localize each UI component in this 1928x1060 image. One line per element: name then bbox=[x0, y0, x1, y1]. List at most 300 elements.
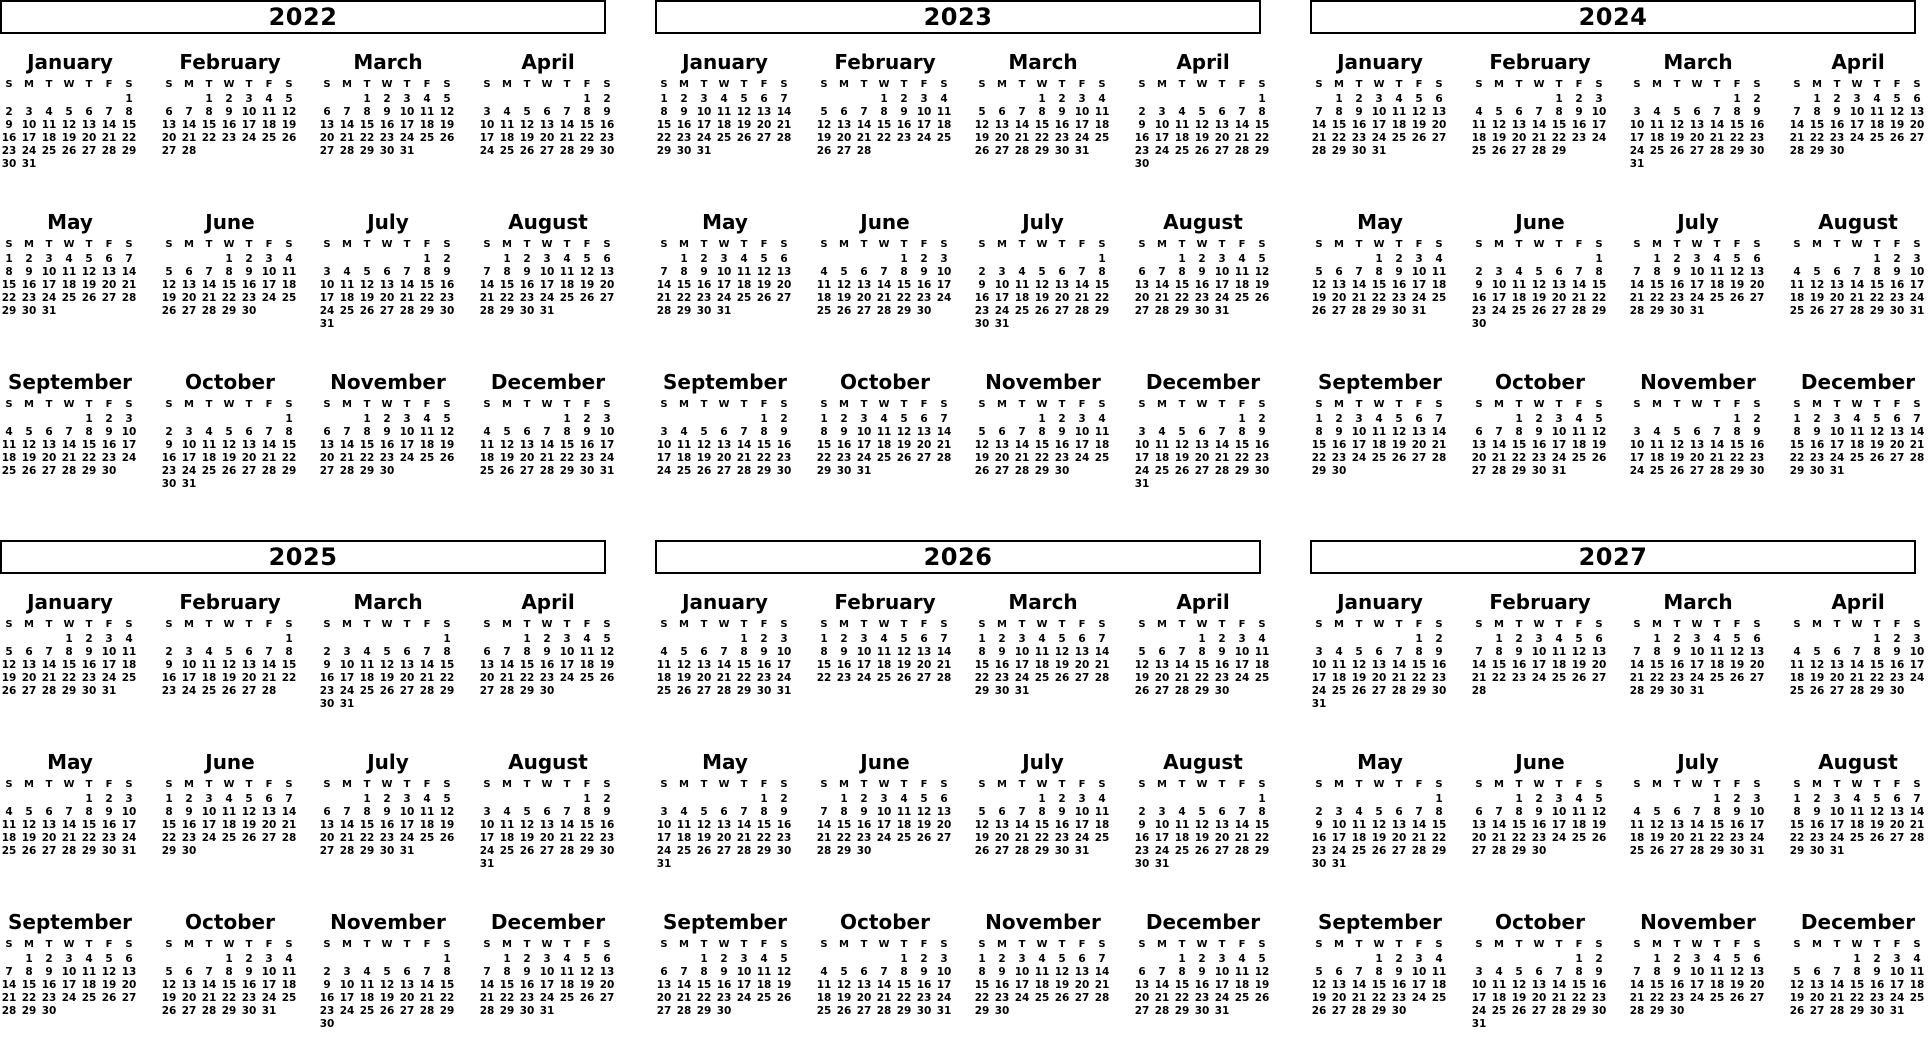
weekday-label: S bbox=[443, 619, 451, 630]
day-cell: 23 bbox=[916, 292, 932, 304]
day-cell: 28 bbox=[339, 465, 355, 477]
weekday-label: T bbox=[85, 619, 93, 630]
day-cell: 26 bbox=[1591, 832, 1607, 844]
day-cell: 27 bbox=[1411, 452, 1427, 464]
month-november bbox=[973, 910, 1113, 1060]
day-cell: 13 bbox=[539, 119, 555, 131]
day-cell: 6 bbox=[1515, 106, 1523, 118]
day-cell: 6 bbox=[1833, 266, 1841, 278]
day-cell: 21 bbox=[1174, 672, 1190, 684]
weekday-label: T bbox=[45, 399, 53, 410]
day-cell: 25 bbox=[1849, 832, 1865, 844]
day-cell: 12 bbox=[1531, 279, 1547, 291]
day-cell: 1 bbox=[503, 953, 511, 965]
day-cell: 4 bbox=[225, 793, 233, 805]
day-cell: 16 bbox=[856, 819, 872, 831]
day-cell: 3 bbox=[1475, 966, 1483, 978]
day-cell: 9 bbox=[1893, 266, 1901, 278]
day-cell: 3 bbox=[740, 953, 748, 965]
day-cell: 21 bbox=[61, 832, 77, 844]
day-cell: 28 bbox=[499, 685, 515, 697]
day-cell: 5 bbox=[760, 253, 768, 265]
day-cell: 24 bbox=[339, 685, 355, 697]
weekday-label: T bbox=[900, 619, 908, 630]
day-cell: 11 bbox=[419, 106, 435, 118]
weekday-label: W bbox=[223, 239, 235, 250]
weekday-label: T bbox=[1515, 939, 1523, 950]
day-cell: 24 bbox=[1074, 132, 1090, 144]
day-cell: 6 bbox=[1753, 633, 1761, 645]
day-cell: 19 bbox=[1511, 992, 1527, 1004]
day-cell: 29 bbox=[1729, 145, 1745, 157]
weekday-label: S bbox=[1595, 939, 1603, 950]
month-december bbox=[1788, 370, 1928, 520]
weekday-label: W bbox=[1691, 939, 1703, 950]
day-cell: 11 bbox=[816, 279, 832, 291]
day-cell: 2 bbox=[998, 633, 1006, 645]
weekday-label: M bbox=[1334, 79, 1344, 90]
day-cell: 13 bbox=[1889, 426, 1905, 438]
day-cell: 3 bbox=[700, 93, 708, 105]
day-cell: 13 bbox=[379, 279, 395, 291]
day-cell: 20 bbox=[1331, 292, 1347, 304]
day-cell: 10 bbox=[261, 966, 277, 978]
day-cell: 12 bbox=[1889, 106, 1905, 118]
day-cell: 26 bbox=[756, 292, 772, 304]
day-cell: 12 bbox=[916, 806, 932, 818]
day-cell: 2 bbox=[978, 266, 986, 278]
day-cell: 8 bbox=[1713, 806, 1721, 818]
weekday-label: S bbox=[1435, 779, 1443, 790]
month-name: April bbox=[1176, 50, 1230, 74]
day-cell: 24 bbox=[399, 832, 415, 844]
day-cell: 23 bbox=[101, 452, 117, 464]
weekday-label: T bbox=[1873, 399, 1881, 410]
day-cell: 21 bbox=[1234, 832, 1250, 844]
weekday-label: T bbox=[245, 779, 253, 790]
day-cell: 10 bbox=[241, 106, 257, 118]
day-cell: 4 bbox=[1713, 253, 1721, 265]
day-cell: 5 bbox=[1733, 253, 1741, 265]
weekday-label: T bbox=[1058, 779, 1066, 790]
weekday-label: M bbox=[1494, 619, 1504, 630]
weekday-label: F bbox=[760, 619, 768, 630]
day-cell: 2 bbox=[998, 953, 1006, 965]
day-cell: 15 bbox=[499, 979, 515, 991]
day-cell: 15 bbox=[696, 979, 712, 991]
weekday-label: W bbox=[1196, 399, 1208, 410]
weekday-label: M bbox=[679, 79, 689, 90]
month-name: October bbox=[840, 370, 930, 394]
day-cell: 11 bbox=[876, 426, 892, 438]
day-cell: 11 bbox=[359, 979, 375, 991]
month-june bbox=[815, 210, 955, 360]
day-cell: 27 bbox=[479, 685, 495, 697]
weekday-label: F bbox=[1415, 619, 1423, 630]
month-may bbox=[0, 750, 140, 900]
day-cell: 6 bbox=[780, 253, 788, 265]
weekday-label: W bbox=[1036, 939, 1048, 950]
day-cell: 22 bbox=[281, 672, 297, 684]
day-cell: 1 bbox=[225, 253, 233, 265]
day-cell: 24 bbox=[1371, 132, 1387, 144]
weekday-label: F bbox=[920, 619, 928, 630]
weekday-label: T bbox=[1355, 619, 1363, 630]
day-cell: 3 bbox=[660, 426, 668, 438]
day-cell: 11 bbox=[1649, 119, 1665, 131]
day-cell: 7 bbox=[820, 806, 828, 818]
day-cell: 28 bbox=[1311, 145, 1327, 157]
weekday-label: M bbox=[679, 939, 689, 950]
day-cell: 13 bbox=[1411, 426, 1427, 438]
day-cell: 9 bbox=[1198, 266, 1206, 278]
day-cell: 27 bbox=[1829, 685, 1845, 697]
day-cell: 16 bbox=[1254, 439, 1270, 451]
weekday-label: S bbox=[603, 779, 611, 790]
day-cell: 20 bbox=[656, 992, 672, 1004]
day-cell: 24 bbox=[876, 832, 892, 844]
day-cell: 25 bbox=[816, 305, 832, 317]
day-cell: 18 bbox=[876, 659, 892, 671]
day-cell: 7 bbox=[1355, 266, 1363, 278]
day-cell: 24 bbox=[994, 305, 1010, 317]
day-cell: 19 bbox=[1591, 819, 1607, 831]
day-cell: 3 bbox=[1078, 793, 1086, 805]
day-cell: 14 bbox=[1491, 439, 1507, 451]
weekday-label: S bbox=[285, 239, 293, 250]
day-cell: 1 bbox=[363, 93, 371, 105]
day-cell: 20 bbox=[1689, 132, 1705, 144]
day-cell: 15 bbox=[1311, 439, 1327, 451]
weekday-label: T bbox=[1713, 239, 1721, 250]
day-cell: 31 bbox=[656, 858, 672, 870]
day-cell: 14 bbox=[1154, 279, 1170, 291]
weekday-label: M bbox=[502, 239, 512, 250]
day-cell: 17 bbox=[1689, 279, 1705, 291]
day-cell: 31 bbox=[1411, 305, 1427, 317]
day-cell: 4 bbox=[1435, 253, 1443, 265]
day-cell: 5 bbox=[443, 793, 451, 805]
day-cell: 5 bbox=[1873, 793, 1881, 805]
day-cell: 7 bbox=[780, 93, 788, 105]
day-cell: 16 bbox=[379, 439, 395, 451]
day-cell: 3 bbox=[483, 806, 491, 818]
weekday-label: T bbox=[1178, 939, 1186, 950]
weekday-label: M bbox=[1652, 399, 1662, 410]
day-cell: 15 bbox=[1331, 119, 1347, 131]
weekday-label: W bbox=[381, 779, 393, 790]
day-cell: 21 bbox=[101, 132, 117, 144]
day-cell: 23 bbox=[1471, 305, 1487, 317]
month-name: December bbox=[1800, 370, 1916, 394]
day-cell: 29 bbox=[1649, 1005, 1665, 1017]
day-cell: 5 bbox=[680, 646, 688, 658]
day-cell: 30 bbox=[1194, 1005, 1210, 1017]
weekday-label: S bbox=[780, 79, 788, 90]
day-cell: 13 bbox=[1531, 979, 1547, 991]
weekday-label: W bbox=[541, 619, 553, 630]
day-cell: 13 bbox=[161, 119, 177, 131]
day-cell: 14 bbox=[1789, 119, 1805, 131]
day-cell: 12 bbox=[1591, 426, 1607, 438]
day-cell: 19 bbox=[1669, 452, 1685, 464]
weekday-label: S bbox=[1258, 79, 1266, 90]
day-cell: 31 bbox=[1471, 1018, 1487, 1030]
weekday-label: T bbox=[363, 239, 371, 250]
day-cell: 22 bbox=[1034, 452, 1050, 464]
month-february bbox=[815, 50, 955, 200]
day-cell: 2 bbox=[1515, 633, 1523, 645]
weekday-label: S bbox=[780, 399, 788, 410]
day-cell: 11 bbox=[1014, 279, 1030, 291]
day-cell: 13 bbox=[519, 439, 535, 451]
weekday-label: M bbox=[1652, 79, 1662, 90]
day-cell: 22 bbox=[1591, 292, 1607, 304]
weekday-label: M bbox=[679, 399, 689, 410]
day-cell: 25 bbox=[1789, 685, 1805, 697]
day-cell: 22 bbox=[876, 132, 892, 144]
day-cell: 18 bbox=[1034, 659, 1050, 671]
day-cell: 26 bbox=[1054, 672, 1070, 684]
day-cell: 24 bbox=[181, 685, 197, 697]
month-name: April bbox=[1831, 50, 1885, 74]
day-cell: 15 bbox=[21, 979, 37, 991]
day-cell: 29 bbox=[559, 465, 575, 477]
day-cell: 6 bbox=[1753, 953, 1761, 965]
day-cell: 13 bbox=[1889, 806, 1905, 818]
month-name: March bbox=[1663, 590, 1733, 614]
weekday-label: T bbox=[205, 399, 213, 410]
day-cell: 21 bbox=[281, 819, 297, 831]
day-cell: 11 bbox=[499, 119, 515, 131]
day-cell: 7 bbox=[423, 646, 431, 658]
day-cell: 2 bbox=[1058, 413, 1066, 425]
day-cell: 6 bbox=[245, 646, 253, 658]
day-cell: 7 bbox=[1555, 966, 1563, 978]
weekday-label: W bbox=[1851, 779, 1863, 790]
weekday-label: F bbox=[1078, 239, 1086, 250]
month-name: May bbox=[1357, 750, 1403, 774]
day-cell: 23 bbox=[319, 685, 335, 697]
day-cell: 27 bbox=[716, 845, 732, 857]
weekday-label: T bbox=[1873, 939, 1881, 950]
day-cell: 25 bbox=[876, 672, 892, 684]
day-cell: 25 bbox=[1571, 452, 1587, 464]
month-february bbox=[160, 50, 300, 200]
day-cell: 27 bbox=[599, 992, 615, 1004]
day-cell: 6 bbox=[1913, 93, 1921, 105]
day-cell: 15 bbox=[896, 979, 912, 991]
day-cell: 3 bbox=[1535, 633, 1543, 645]
day-cell: 16 bbox=[101, 819, 117, 831]
weekday-label: W bbox=[1691, 779, 1703, 790]
day-cell: 12 bbox=[776, 966, 792, 978]
day-cell: 16 bbox=[1391, 979, 1407, 991]
day-cell: 19 bbox=[974, 132, 990, 144]
day-cell: 1 bbox=[740, 633, 748, 645]
day-cell: 17 bbox=[1689, 979, 1705, 991]
day-cell: 7 bbox=[1633, 266, 1641, 278]
day-cell: 2 bbox=[5, 106, 13, 118]
month-september bbox=[655, 910, 795, 1060]
weekday-label: S bbox=[165, 399, 173, 410]
day-cell: 3 bbox=[860, 633, 868, 645]
day-cell: 23 bbox=[81, 672, 97, 684]
day-cell: 7 bbox=[680, 966, 688, 978]
day-cell: 21 bbox=[936, 659, 952, 671]
weekday-label: S bbox=[1793, 239, 1801, 250]
weekday-label: T bbox=[1673, 779, 1681, 790]
day-cell: 26 bbox=[1729, 672, 1745, 684]
weekday-label: W bbox=[718, 239, 730, 250]
day-cell: 22 bbox=[696, 992, 712, 1004]
day-cell: 28 bbox=[1094, 992, 1110, 1004]
weekday-label: T bbox=[1355, 939, 1363, 950]
day-cell: 3 bbox=[45, 253, 53, 265]
day-cell: 1 bbox=[1375, 253, 1383, 265]
day-cell: 3 bbox=[1218, 953, 1226, 965]
day-cell: 16 bbox=[916, 979, 932, 991]
day-cell: 31 bbox=[399, 145, 415, 157]
day-cell: 3 bbox=[1238, 633, 1246, 645]
day-cell: 28 bbox=[1154, 1005, 1170, 1017]
day-cell: 28 bbox=[1909, 452, 1925, 464]
day-cell: 8 bbox=[1375, 266, 1383, 278]
day-cell: 22 bbox=[359, 132, 375, 144]
day-cell: 3 bbox=[265, 953, 273, 965]
month-name: March bbox=[1008, 50, 1078, 74]
day-cell: 28 bbox=[1014, 145, 1030, 157]
weekday-label: T bbox=[1515, 239, 1523, 250]
weekday-label: S bbox=[1475, 399, 1483, 410]
day-cell: 6 bbox=[403, 966, 411, 978]
day-cell: 21 bbox=[676, 992, 692, 1004]
day-cell: 23 bbox=[241, 292, 257, 304]
day-cell: 24 bbox=[1014, 992, 1030, 1004]
day-cell: 21 bbox=[776, 119, 792, 131]
day-cell: 7 bbox=[1078, 266, 1086, 278]
day-cell: 24 bbox=[1689, 992, 1705, 1004]
day-cell: 20 bbox=[539, 832, 555, 844]
day-cell: 30 bbox=[1889, 685, 1905, 697]
day-cell: 29 bbox=[1809, 145, 1825, 157]
day-cell: 20 bbox=[1054, 292, 1070, 304]
month-august bbox=[1788, 210, 1928, 360]
day-cell: 19 bbox=[1531, 292, 1547, 304]
day-cell: 2 bbox=[1673, 633, 1681, 645]
day-cell: 23 bbox=[1571, 132, 1587, 144]
weekday-label: T bbox=[1218, 239, 1226, 250]
day-cell: 24 bbox=[1471, 1005, 1487, 1017]
day-cell: 22 bbox=[579, 132, 595, 144]
day-cell: 5 bbox=[1893, 93, 1901, 105]
day-cell: 31 bbox=[41, 305, 57, 317]
day-cell: 14 bbox=[816, 819, 832, 831]
day-cell: 8 bbox=[900, 266, 908, 278]
weekday-label: S bbox=[483, 239, 491, 250]
month-name: August bbox=[1818, 210, 1898, 234]
weekday-label: F bbox=[1733, 619, 1741, 630]
day-cell: 4 bbox=[1238, 953, 1246, 965]
day-cell: 14 bbox=[121, 266, 137, 278]
month-april bbox=[1133, 50, 1273, 200]
day-cell: 4 bbox=[1633, 806, 1641, 818]
day-cell: 21 bbox=[1491, 452, 1507, 464]
day-cell: 28 bbox=[539, 465, 555, 477]
day-cell: 3 bbox=[1355, 413, 1363, 425]
day-cell: 27 bbox=[1471, 465, 1487, 477]
day-cell: 19 bbox=[439, 439, 455, 451]
day-cell: 26 bbox=[974, 845, 990, 857]
day-cell: 13 bbox=[1471, 819, 1487, 831]
day-cell: 17 bbox=[1074, 819, 1090, 831]
day-cell: 19 bbox=[836, 292, 852, 304]
day-cell: 5 bbox=[25, 426, 33, 438]
day-cell: 13 bbox=[1749, 646, 1765, 658]
day-cell: 15 bbox=[1194, 659, 1210, 671]
day-cell: 11 bbox=[736, 266, 752, 278]
day-cell: 25 bbox=[1491, 1005, 1507, 1017]
day-cell: 18 bbox=[1331, 672, 1347, 684]
day-cell: 30 bbox=[1471, 318, 1487, 330]
day-cell: 11 bbox=[479, 439, 495, 451]
day-cell: 26 bbox=[1669, 465, 1685, 477]
day-cell: 15 bbox=[1551, 119, 1567, 131]
weekday-label: T bbox=[1873, 239, 1881, 250]
day-cell: 9 bbox=[185, 806, 193, 818]
day-cell: 22 bbox=[1571, 992, 1587, 1004]
day-cell: 8 bbox=[1653, 646, 1661, 658]
weekday-label: W bbox=[63, 79, 75, 90]
day-cell: 27 bbox=[1669, 845, 1685, 857]
weekday-label: S bbox=[483, 399, 491, 410]
day-cell: 19 bbox=[1134, 672, 1150, 684]
weekday-label: F bbox=[265, 779, 273, 790]
day-cell: 8 bbox=[503, 266, 511, 278]
day-cell: 30 bbox=[1749, 465, 1765, 477]
weekday-label: S bbox=[1475, 79, 1483, 90]
day-cell: 26 bbox=[359, 305, 375, 317]
day-cell: 11 bbox=[499, 819, 515, 831]
month-november bbox=[318, 370, 458, 520]
day-cell: 4 bbox=[1018, 266, 1026, 278]
weekday-label: M bbox=[1812, 239, 1822, 250]
day-cell: 3 bbox=[1018, 953, 1026, 965]
day-cell: 22 bbox=[1234, 452, 1250, 464]
weekday-label: T bbox=[563, 399, 571, 410]
weekday-label: T bbox=[1355, 239, 1363, 250]
day-cell: 28 bbox=[419, 1005, 435, 1017]
day-cell: 2 bbox=[225, 93, 233, 105]
day-cell: 30 bbox=[1531, 465, 1547, 477]
weekday-label: W bbox=[718, 779, 730, 790]
day-cell: 29 bbox=[221, 1005, 237, 1017]
day-cell: 6 bbox=[1893, 413, 1901, 425]
day-cell: 24 bbox=[121, 832, 137, 844]
weekday-label: S bbox=[1913, 399, 1921, 410]
day-cell: 10 bbox=[181, 439, 197, 451]
day-cell: 12 bbox=[241, 806, 257, 818]
weekday-label: S bbox=[1793, 779, 1801, 790]
day-cell: 18 bbox=[656, 672, 672, 684]
day-cell: 8 bbox=[1435, 806, 1443, 818]
day-cell: 8 bbox=[1258, 806, 1266, 818]
day-cell: 7 bbox=[1158, 966, 1166, 978]
day-cell: 13 bbox=[1551, 279, 1567, 291]
day-cell: 26 bbox=[439, 832, 455, 844]
day-cell: 13 bbox=[479, 659, 495, 671]
day-cell: 10 bbox=[539, 966, 555, 978]
